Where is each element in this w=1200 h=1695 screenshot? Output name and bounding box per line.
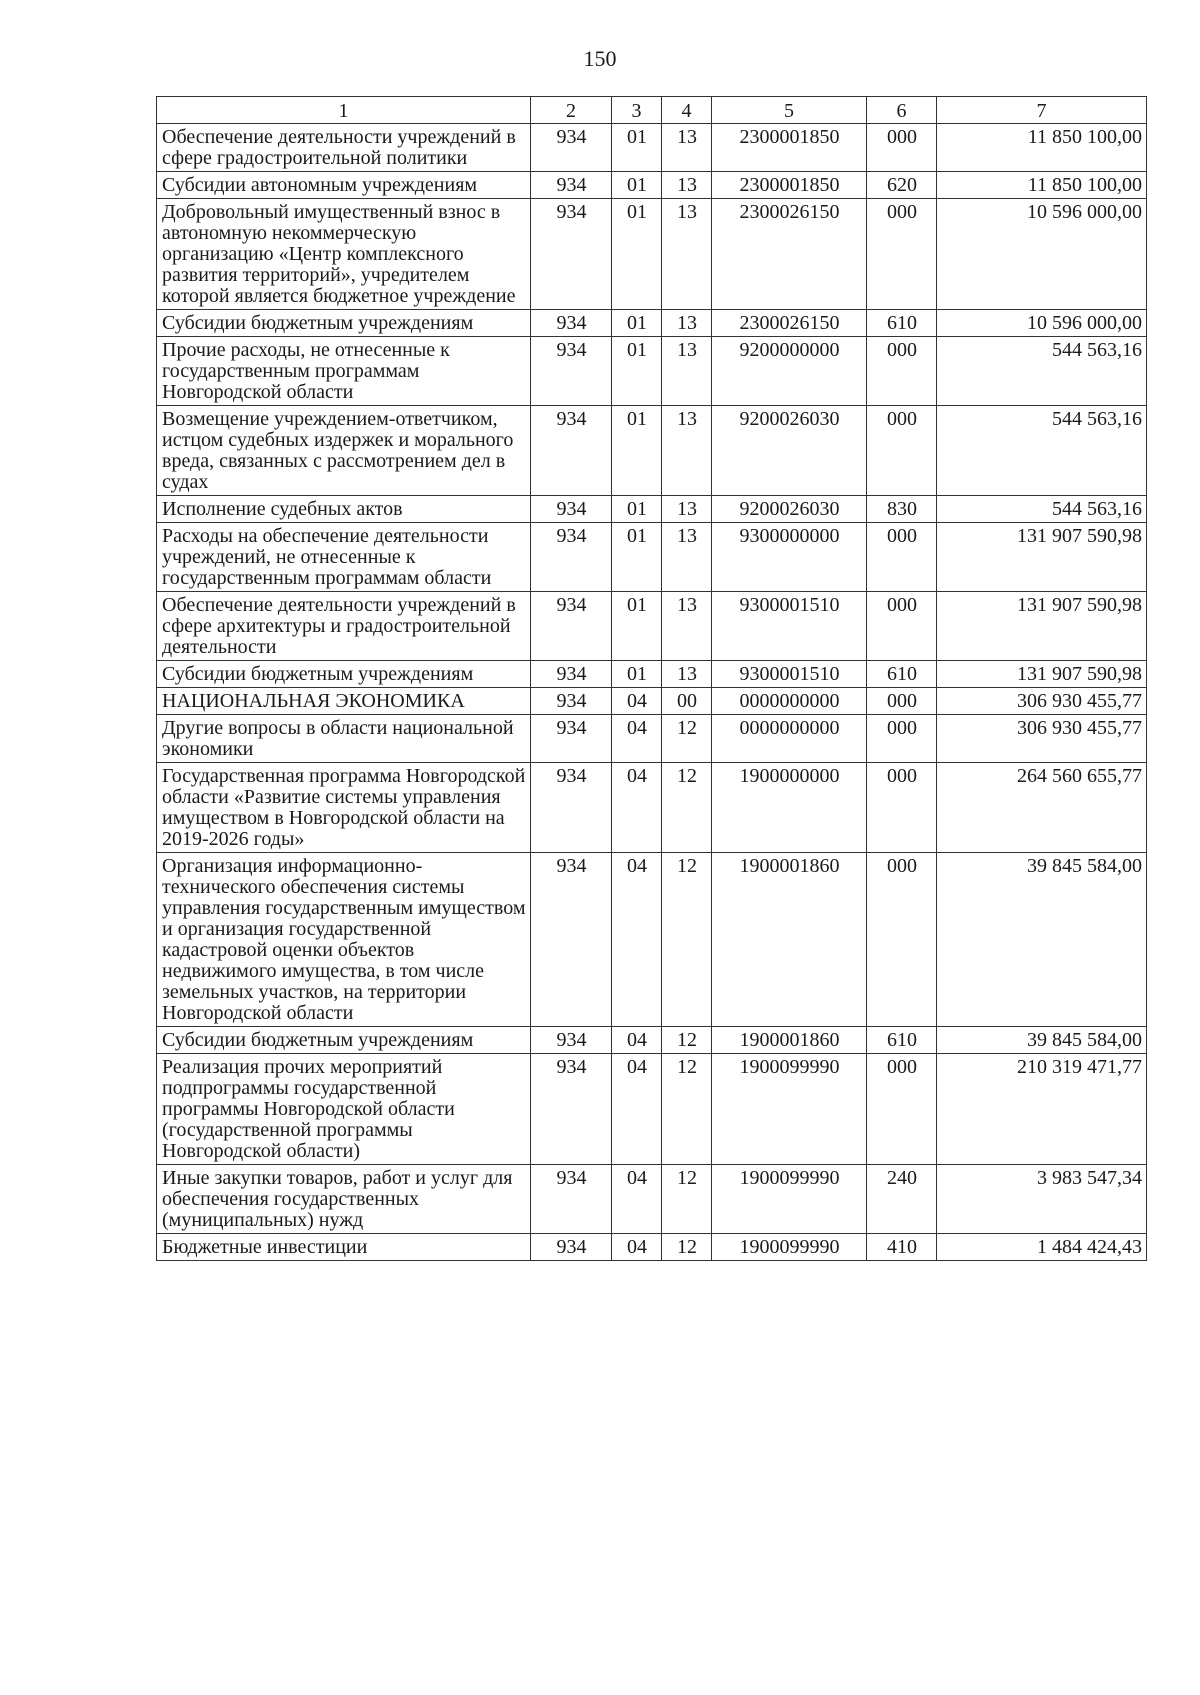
row-amount: 39 845 584,00 (937, 853, 1147, 1027)
table-row (157, 1027, 1147, 1054)
table-row (157, 1234, 1147, 1261)
row-target-article: 1900001860 (712, 1027, 867, 1054)
row-expense-type: 610 (867, 1027, 937, 1054)
row-section: 04 (612, 1027, 662, 1054)
page-number: 150 (583, 46, 617, 71)
row-expense-type: 000 (867, 406, 937, 496)
row-amount: 1 484 424,43 (937, 1234, 1147, 1261)
row-ministry-code: 934 (531, 853, 612, 1027)
row-subsection: 12 (662, 715, 712, 763)
row-ministry-code: 934 (531, 406, 612, 496)
row-section: 04 (612, 1054, 662, 1165)
row-ministry-code: 934 (531, 199, 612, 310)
row-target-article: 1900000000 (712, 763, 867, 853)
row-section: 04 (612, 1234, 662, 1261)
row-amount: 264 560 655,77 (937, 763, 1147, 853)
table-row (157, 715, 1147, 763)
table-row (157, 592, 1147, 661)
row-ministry-code: 934 (531, 310, 612, 337)
row-ministry-code: 934 (531, 172, 612, 199)
row-expense-type: 000 (867, 199, 937, 310)
row-target-article: 9300001510 (712, 661, 867, 688)
table-row (157, 763, 1147, 853)
row-target-article: 9200000000 (712, 337, 867, 406)
row-section: 01 (612, 661, 662, 688)
row-target-article: 9300000000 (712, 523, 867, 592)
column-header-6: 6 (867, 97, 937, 124)
row-subsection: 13 (662, 592, 712, 661)
table-row (157, 337, 1147, 406)
row-description: Расходы на обеспечение деятельности учреждений, не отнесенные к государственным программам области (157, 523, 531, 592)
row-description: Субсидии автономным учреждениям (157, 172, 531, 199)
row-target-article: 9300001510 (712, 592, 867, 661)
row-description: Субсидии бюджетным учреждениям (157, 1027, 531, 1054)
row-subsection: 13 (662, 172, 712, 199)
row-description: Иные закупки товаров, работ и услуг для обеспечения государственных (муниципальных) нужд (157, 1165, 531, 1234)
table-row (157, 496, 1147, 523)
row-target-article: 9200026030 (712, 406, 867, 496)
column-header-1: 1 (157, 97, 531, 124)
row-description: Другие вопросы в области национальной экономики (157, 715, 531, 763)
row-ministry-code: 934 (531, 763, 612, 853)
row-target-article: 2300026150 (712, 310, 867, 337)
row-ministry-code: 934 (531, 661, 612, 688)
row-expense-type: 240 (867, 1165, 937, 1234)
row-subsection: 12 (662, 1054, 712, 1165)
row-target-article: 9200026030 (712, 496, 867, 523)
row-section: 01 (612, 337, 662, 406)
row-target-article: 1900001860 (712, 853, 867, 1027)
row-subsection: 13 (662, 406, 712, 496)
row-target-article: 1900099990 (712, 1165, 867, 1234)
row-subsection: 12 (662, 853, 712, 1027)
row-amount: 306 930 455,77 (937, 688, 1147, 715)
row-description: Прочие расходы, не отнесенные к государственным программам Новгородской области (157, 337, 531, 406)
column-header-2: 2 (531, 97, 612, 124)
column-header-3: 3 (612, 97, 662, 124)
row-expense-type: 000 (867, 763, 937, 853)
row-section: 04 (612, 715, 662, 763)
row-target-article: 1900099990 (712, 1234, 867, 1261)
row-target-article: 2300001850 (712, 124, 867, 172)
row-ministry-code: 934 (531, 496, 612, 523)
row-description: НАЦИОНАЛЬНАЯ ЭКОНОМИКА (157, 688, 531, 715)
row-expense-type: 620 (867, 172, 937, 199)
row-expense-type: 000 (867, 337, 937, 406)
row-description: Добровольный имущественный взнос в автономную некоммерческую организацию «Центр комплексного развития территорий», учредителем которой является бюджетное учреждение (157, 199, 531, 310)
row-expense-type: 410 (867, 1234, 937, 1261)
row-description: Исполнение судебных актов (157, 496, 531, 523)
row-subsection: 12 (662, 763, 712, 853)
table-row (157, 1054, 1147, 1165)
row-section: 01 (612, 172, 662, 199)
row-description: Субсидии бюджетным учреждениям (157, 310, 531, 337)
row-ministry-code: 934 (531, 1027, 612, 1054)
row-description: Государственная программа Новгородской области «Развитие системы управления имуществом в Новгородской области на 2019-2026 годы» (157, 763, 531, 853)
row-target-article: 2300026150 (712, 199, 867, 310)
row-description: Реализация прочих мероприятий подпрограммы государственной программы Новгородской области (государственной программы Новгородской области) (157, 1054, 531, 1165)
row-amount: 544 563,16 (937, 496, 1147, 523)
row-section: 01 (612, 496, 662, 523)
table-row (157, 310, 1147, 337)
row-section: 01 (612, 523, 662, 592)
column-header-5: 5 (712, 97, 867, 124)
row-subsection: 13 (662, 310, 712, 337)
row-amount: 10 596 000,00 (937, 199, 1147, 310)
row-expense-type: 000 (867, 715, 937, 763)
row-section: 01 (612, 199, 662, 310)
table-row (157, 661, 1147, 688)
row-subsection: 13 (662, 337, 712, 406)
row-ministry-code: 934 (531, 523, 612, 592)
row-section: 04 (612, 1165, 662, 1234)
column-header-4: 4 (662, 97, 712, 124)
row-expense-type: 000 (867, 688, 937, 715)
row-description: Организация информационно-технического обеспечения системы управления государственным имуществом и организация государственной кадастровой оценки объектов недвижимого имущества, в том числе земельных участков, на территории Новгородской области (157, 853, 531, 1027)
row-section: 04 (612, 853, 662, 1027)
row-amount: 131 907 590,98 (937, 661, 1147, 688)
row-subsection: 12 (662, 1165, 712, 1234)
row-amount: 11 850 100,00 (937, 172, 1147, 199)
row-description: Обеспечение деятельности учреждений в сфере архитектуры и градостроительной деятельности (157, 592, 531, 661)
row-amount: 10 596 000,00 (937, 310, 1147, 337)
row-ministry-code: 934 (531, 1234, 612, 1261)
row-subsection: 00 (662, 688, 712, 715)
row-expense-type: 610 (867, 661, 937, 688)
row-ministry-code: 934 (531, 592, 612, 661)
row-section: 01 (612, 310, 662, 337)
table-row (157, 172, 1147, 199)
row-subsection: 12 (662, 1027, 712, 1054)
row-expense-type: 000 (867, 853, 937, 1027)
table-row (157, 124, 1147, 172)
row-section: 04 (612, 688, 662, 715)
column-number-header (157, 97, 1147, 124)
column-header-7: 7 (937, 97, 1147, 124)
row-amount: 544 563,16 (937, 406, 1147, 496)
row-section: 01 (612, 592, 662, 661)
row-subsection: 13 (662, 523, 712, 592)
row-expense-type: 000 (867, 1054, 937, 1165)
row-amount: 544 563,16 (937, 337, 1147, 406)
row-amount: 210 319 471,77 (937, 1054, 1147, 1165)
row-subsection: 13 (662, 199, 712, 310)
row-ministry-code: 934 (531, 124, 612, 172)
row-amount: 131 907 590,98 (937, 523, 1147, 592)
row-ministry-code: 934 (531, 715, 612, 763)
row-expense-type: 000 (867, 523, 937, 592)
table-row (157, 406, 1147, 496)
row-target-article: 1900099990 (712, 1054, 867, 1165)
row-subsection: 13 (662, 496, 712, 523)
row-amount: 131 907 590,98 (937, 592, 1147, 661)
row-expense-type: 830 (867, 496, 937, 523)
row-subsection: 13 (662, 661, 712, 688)
row-section: 01 (612, 406, 662, 496)
row-section: 04 (612, 763, 662, 853)
row-description: Возмещение учреждением-ответчиком, истцом судебных издержек и морального вреда, связанных с рассмотрением дел в судах (157, 406, 531, 496)
row-expense-type: 000 (867, 124, 937, 172)
table-row (157, 853, 1147, 1027)
row-amount: 39 845 584,00 (937, 1027, 1147, 1054)
row-ministry-code: 934 (531, 337, 612, 406)
row-subsection: 12 (662, 1234, 712, 1261)
budget-table (156, 96, 1147, 1261)
table-row (157, 199, 1147, 310)
table-row (157, 523, 1147, 592)
row-expense-type: 610 (867, 310, 937, 337)
row-amount: 11 850 100,00 (937, 124, 1147, 172)
row-expense-type: 000 (867, 592, 937, 661)
row-target-article: 0000000000 (712, 688, 867, 715)
table-row (157, 688, 1147, 715)
row-subsection: 13 (662, 124, 712, 172)
row-description: Обеспечение деятельности учреждений в сфере градостроительной политики (157, 124, 531, 172)
row-description: Субсидии бюджетным учреждениям (157, 661, 531, 688)
row-amount: 306 930 455,77 (937, 715, 1147, 763)
table-row (157, 1165, 1147, 1234)
row-ministry-code: 934 (531, 1054, 612, 1165)
row-description: Бюджетные инвестиции (157, 1234, 531, 1261)
row-ministry-code: 934 (531, 688, 612, 715)
row-ministry-code: 934 (531, 1165, 612, 1234)
row-section: 01 (612, 124, 662, 172)
row-amount: 3 983 547,34 (937, 1165, 1147, 1234)
row-target-article: 2300001850 (712, 172, 867, 199)
row-target-article: 0000000000 (712, 715, 867, 763)
